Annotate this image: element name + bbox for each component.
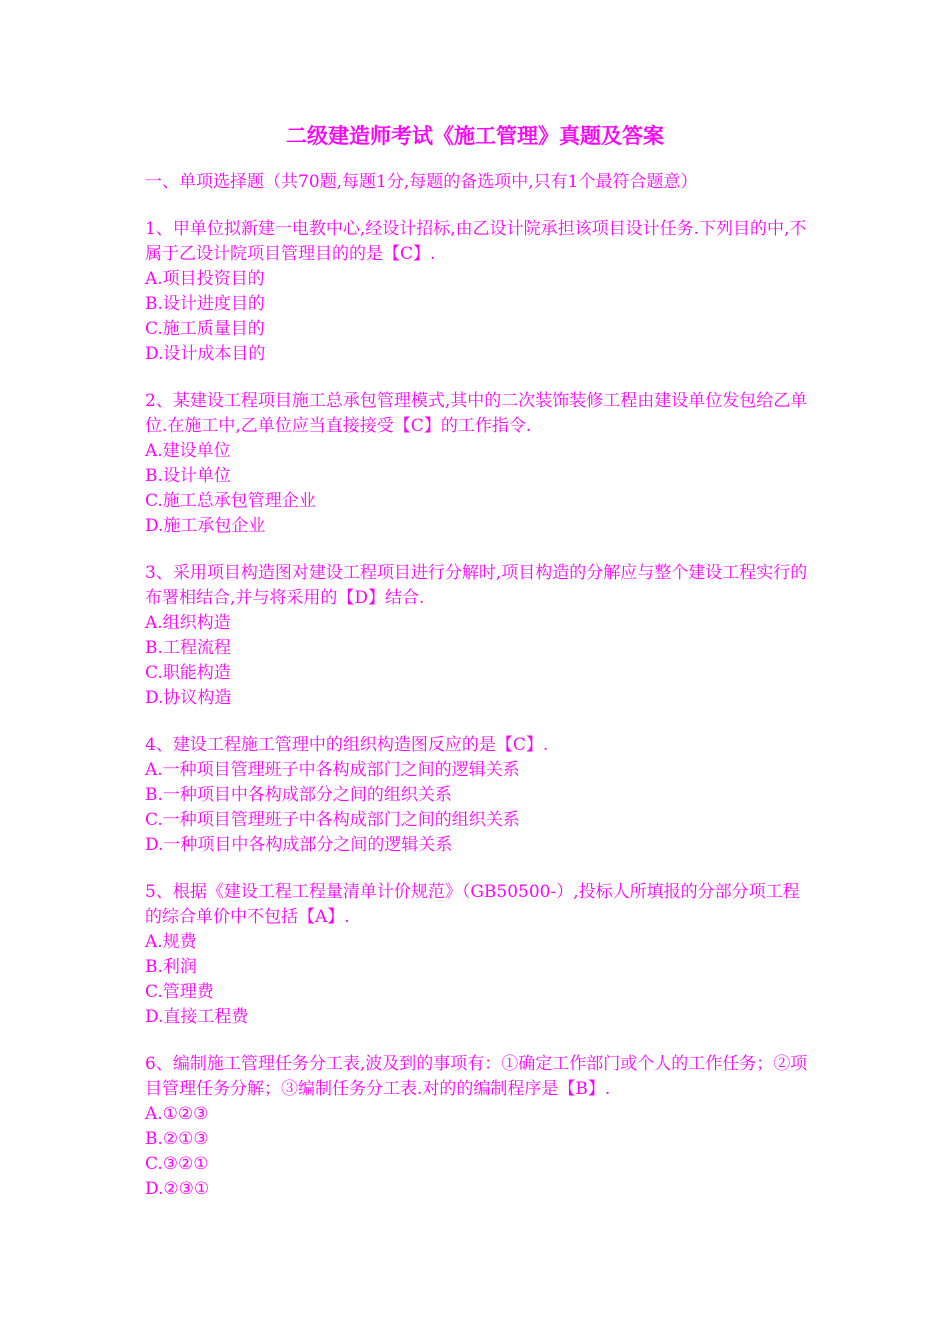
question-2 bbox=[145, 389, 810, 539]
option-c: C.一种项目管理班子中各构成部门之间的组织关系 bbox=[145, 810, 520, 830]
option-c: C.施工质量目的 bbox=[145, 319, 265, 339]
question-1 bbox=[145, 217, 810, 367]
option-b: B.②①③ bbox=[145, 1129, 209, 1149]
option-c: C.施工总承包管理企业 bbox=[145, 491, 316, 511]
question-4 bbox=[145, 733, 810, 858]
option-c: C.管理费 bbox=[145, 982, 214, 1002]
option-list bbox=[145, 267, 810, 367]
question-3 bbox=[145, 561, 810, 711]
question-stem: 5、根据《建设工程工程量清单计价规范》（GB50500-）,投标人所填报的分部分项工程的综合单价中不包括【A】. bbox=[145, 882, 800, 927]
option-list bbox=[145, 930, 810, 1030]
option-d: D.协议构造 bbox=[145, 688, 232, 708]
document-body bbox=[145, 170, 810, 1224]
option-a: A.①②③ bbox=[145, 1104, 209, 1124]
option-d: D.一种项目中各构成部分之间的逻辑关系 bbox=[145, 835, 453, 855]
document-title: 二级建造师考试《施工管理》真题及答案 bbox=[286, 123, 664, 148]
question-6 bbox=[145, 1052, 810, 1202]
option-d: D.直接工程费 bbox=[145, 1007, 249, 1027]
option-a: A.规费 bbox=[145, 932, 197, 952]
option-d: D.施工承包企业 bbox=[145, 516, 266, 536]
option-list bbox=[145, 439, 810, 539]
question-stem: 3、采用项目构造图对建设工程项目进行分解时,项目构造的分解应与整个建设工程实行的布署相结合,并与将采用的【D】结合. bbox=[145, 563, 808, 608]
question-5 bbox=[145, 880, 810, 1030]
option-b: B.设计单位 bbox=[145, 466, 231, 486]
option-d: D.设计成本目的 bbox=[145, 344, 266, 364]
option-c: C.职能构造 bbox=[145, 663, 231, 683]
question-stem: 6、编制施工管理任务分工表,波及到的事项有：①确定工作部门或个人的工作任务；②项目管理任务分解；③编制任务分工表.对的的编制程序是【B】. bbox=[145, 1054, 808, 1099]
option-list bbox=[145, 1102, 810, 1202]
option-a: A.一种项目管理班子中各构成部门之间的逻辑关系 bbox=[145, 760, 520, 780]
option-list bbox=[145, 758, 810, 858]
option-d: D.②③① bbox=[145, 1179, 210, 1199]
question-stem: 2、某建设工程项目施工总承包管理模式,其中的二次装饰装修工程由建设单位发包给乙单位.在施工中,乙单位应当直接接受【C】的工作指令. bbox=[145, 391, 808, 436]
option-a: A.建设单位 bbox=[145, 441, 231, 461]
option-b: B.设计进度目的 bbox=[145, 294, 265, 314]
option-list bbox=[145, 611, 810, 711]
option-b: B.利润 bbox=[145, 957, 197, 977]
option-a: A.组织构造 bbox=[145, 613, 231, 633]
section-heading: 一、单项选择题（共70题,每题1分,每题的备选项中,只有1个最符合题意） bbox=[145, 172, 698, 192]
option-a: A.项目投资目的 bbox=[145, 269, 265, 289]
question-stem: 4、建设工程施工管理中的组织构造图反应的是【C】. bbox=[145, 735, 549, 755]
question-stem: 1、甲单位拟新建一电教中心,经设计招标,由乙设计院承担该项目设计任务.下列目的中,不属于乙设计院项目管理目的的是【C】. bbox=[145, 219, 807, 264]
option-b: B.工程流程 bbox=[145, 638, 231, 658]
option-b: B.一种项目中各构成部分之间的组织关系 bbox=[145, 785, 452, 805]
option-c: C.③②① bbox=[145, 1154, 209, 1174]
